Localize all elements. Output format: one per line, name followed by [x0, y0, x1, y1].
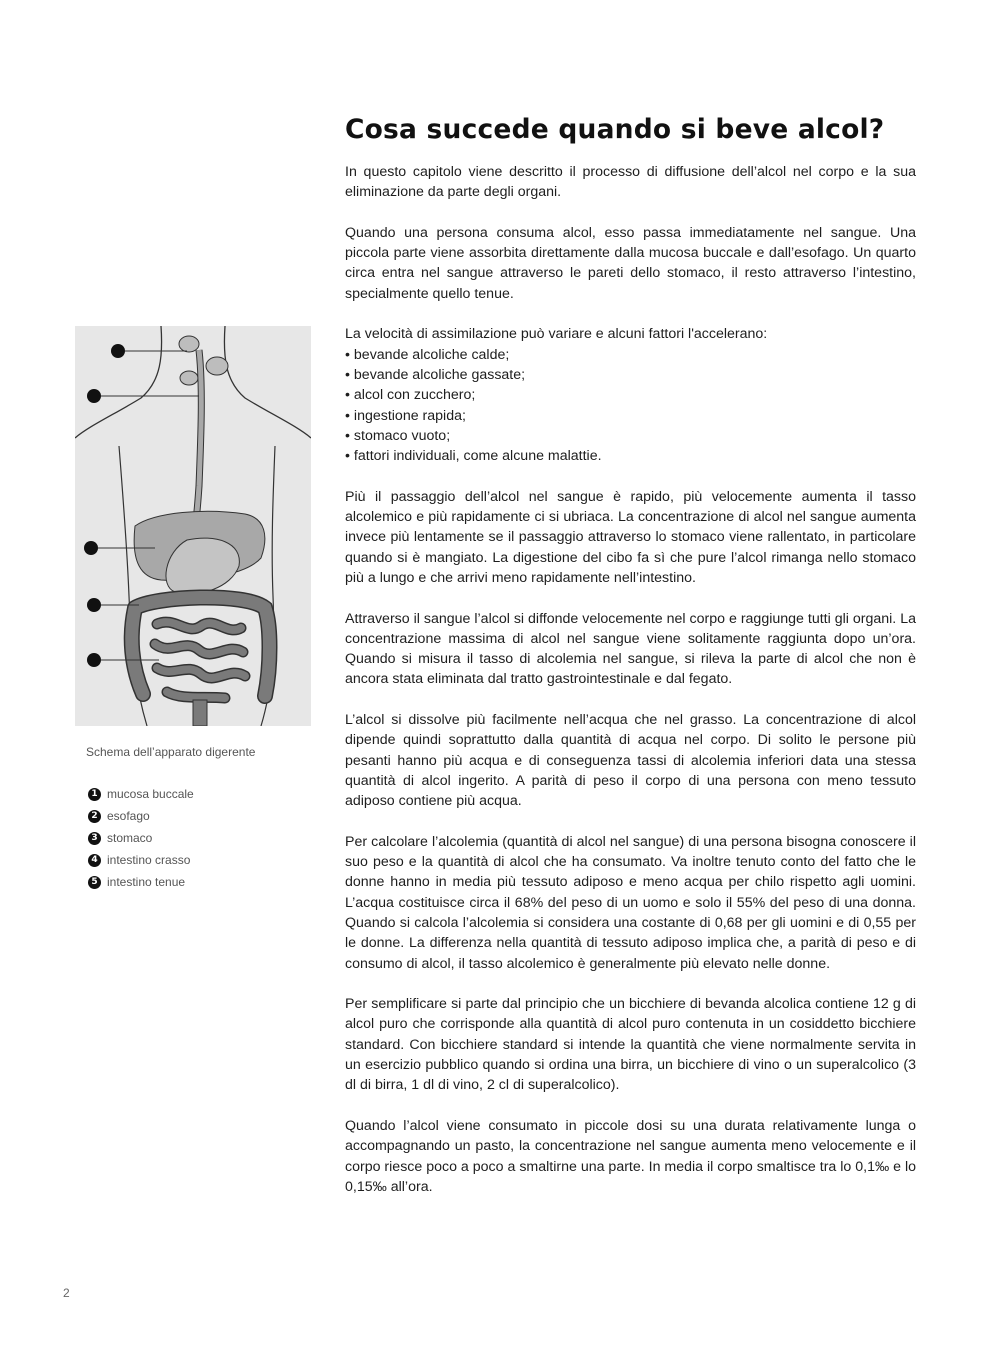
number-badge-icon: 5: [88, 876, 101, 889]
figure-caption: Schema dell’apparato digerente: [86, 745, 256, 759]
legend-label: intestino tenue: [107, 875, 186, 889]
water-paragraph: L’alcol si dissolve più facilmente nell’acqua che nel grasso. La concentrazione di alcol dipende quindi soprattutto dalla quantità di acqua nel corpo. Di solito le persone più pesanti hanno più acqua e di conseguenza tassi di alcolemia inferiori data una stessa quantità di alcol ingerito. A parità di peso il corpo di una persona con meno tessuto adiposo contiene più acqua.: [345, 712, 916, 810]
calculation-paragraph: Per calcolare l’alcolemia (quantità di alcol nel sangue) di una persona bisogna conoscere il suo peso e la quantità di alcol che ha consumato. Va inoltre tenuto conto del fatto che le donne hanno in media più tessuto adiposo e meno acqua per chilo rispetto agli uomini. L’acqua costituisce circa il 68% del peso di un uomo e solo il 55% del peso di una donna. Quando si calcola l’alcolemia si considera una costante di 0,68 per gli uomini e di 0,55 per le donne. La differenza nella quantità di tessuto adiposo implica che, a parità di peso e di consumo di alcol, il tasso alcolemico è generalmente più elevato nelle donne.: [345, 833, 916, 972]
digestive-system-figure: [75, 326, 311, 726]
number-badge-icon: 4: [88, 854, 101, 867]
article-body: [345, 162, 916, 1217]
list-item: • fattori individuali, come alcune malattie.: [345, 446, 916, 466]
diffusion-paragraph: Attraverso il sangue l’alcol si diffonde velocemente nel corpo e raggiunge tutti gli organi. La concentrazione massima di alcol nel sangue viene solitamente raggiunta dopo un’ora. Quando si misura il tasso di alcolemia nel sangue, si rileva la parte di alcol che non è ancora stata eliminata dal tratto gastrointestinale e dal fegato.: [345, 610, 916, 688]
list-item: • bevande alcoliche gassate;: [345, 365, 916, 385]
speed-paragraph: Più il passaggio dell’alcol nel sangue è rapido, più velocemente aumenta il tasso alcolemico e più rapidamente ci si ubriaca. La concentrazione di alcol nel sangue aumenta invece più lentamente se il passaggio attraverso lo stomaco viene rallentato, in particolare quando si è mangiato. La digestione del cibo fa sì che pure l’alcol rimanga nello stomaco più a lungo e che arrivi meno rapidamente nell’intestino.: [345, 488, 916, 586]
factors-list: [345, 345, 916, 467]
legend-label: mucosa buccale: [107, 787, 194, 801]
legend-item: [88, 805, 288, 827]
elimination-paragraph: Quando l’alcol viene consumato in piccole dosi su una durata relativamente lunga o accompagnando un pasto, la concentrazione nel sangue aumenta meno velocemente e il corpo riesce poco a poco a smaltirne una parte. In media il corpo smaltisce tra lo 0,1‰ e lo 0,15‰ all’ora.: [345, 1117, 916, 1195]
list-item: • stomaco vuoto;: [345, 426, 916, 446]
figure-legend: [88, 783, 288, 893]
page-title: Cosa succede quando si beve alcol?: [345, 114, 885, 145]
number-badge-icon: 1: [88, 788, 101, 801]
number-badge-icon: 3: [88, 832, 101, 845]
digestive-system-illustration: [75, 326, 311, 726]
intro-paragraph: In questo capitolo viene descritto il processo di diffusione dell’alcol nel corpo e la sua eliminazione da parte degli organi.: [345, 164, 916, 201]
standard-drink-paragraph: Per semplificare si parte dal principio che un bicchiere di bevanda alcolica contiene 12 g di alcol puro che corrisponde alla quantità di alcol puro contenuta in un cosiddetto bicchiere standard. Con bicchiere standard si intende la quantità che viene normalmente servita in un esercizio pubblico quando si ordina una birra, un bicchiere di vino o un superalcolico (3 dl di birra, 1 dl di vino, 2 cl di superalcolico).: [345, 996, 916, 1094]
absorption-paragraph: Quando una persona consuma alcol, esso passa immediatamente nel sangue. Una piccola parte viene assorbita direttamente dalla mucosa buccale e dall’esofago. Un quarto circa entra nel sangue attraverso le pareti dello stomaco, il resto attraverso l’intestino, specialmente quello tenue.: [345, 224, 916, 302]
list-item: • alcol con zucchero;: [345, 385, 916, 405]
legend-item: [88, 871, 288, 893]
legend-item: [88, 827, 288, 849]
list-item: • bevande alcoliche calde;: [345, 345, 916, 365]
number-badge-icon: 2: [88, 810, 101, 823]
legend-label: esofago: [107, 809, 150, 823]
page-number: 2: [63, 1286, 70, 1300]
legend-item: [88, 783, 288, 805]
legend-label: intestino crasso: [107, 853, 191, 867]
legend-label: stomaco: [107, 831, 153, 845]
legend-item: [88, 849, 288, 871]
factors-intro: La velocità di assimilazione può variare e alcuni fattori l'accelerano:: [345, 326, 768, 343]
list-item: • ingestione rapida;: [345, 406, 916, 426]
